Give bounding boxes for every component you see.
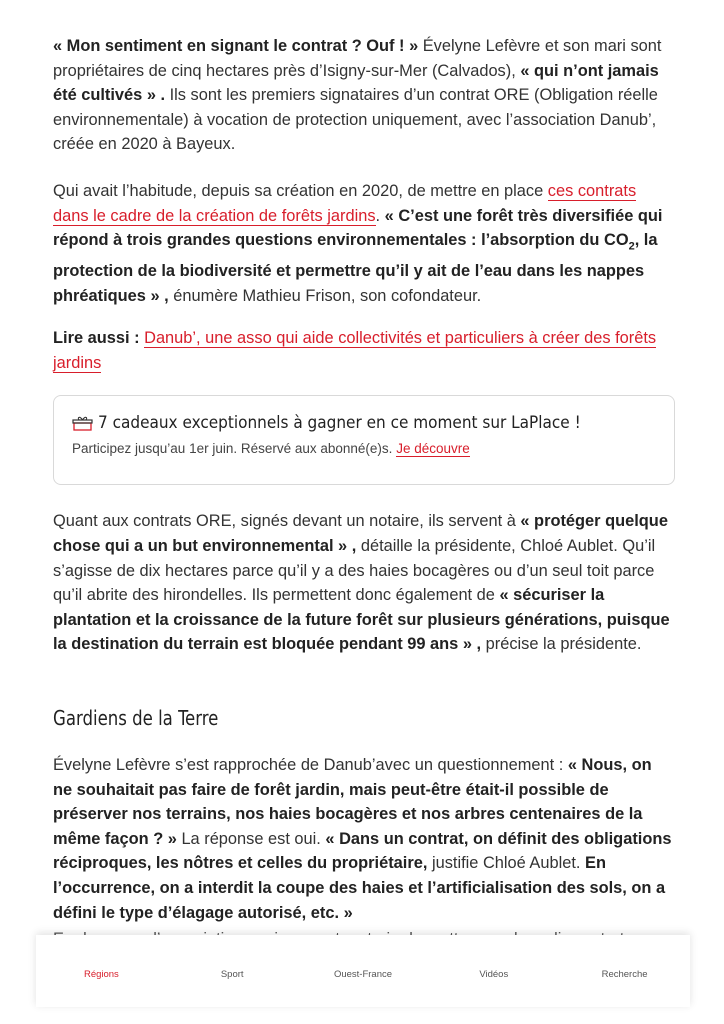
nav-item-ouest-france[interactable]: Ouest-France: [333, 968, 393, 980]
nav-item-regions[interactable]: Régions: [83, 968, 119, 980]
text: La réponse est oui.: [176, 829, 326, 848]
quote: « Nous, on ne souhaitait pas faire de forêt jardin, mais peut-être était-il possible de préserver nos terrains, nos haies bocagères et nos arbres centenaires de la même façon ? »: [53, 755, 652, 848]
paragraph-4: [53, 509, 675, 657]
promo-card[interactable]: [53, 395, 675, 485]
quote: « Mon sentiment en signant le contrat ? Ouf ! »: [53, 37, 419, 55]
inline-article-link[interactable]: ces contrats dans le cadre de la création de forêts jardins: [53, 181, 637, 225]
promo-subtitle: [72, 441, 656, 456]
paragraph-5: [53, 753, 675, 925]
text: détaille la présidente, Chloé Aublet. Qu’il s’agisse de dix hectares parce qu’il y a des haies bocagères ou d’un seul toit parce qu’il abrite des hirondelles. Ils permettent donc également de: [53, 537, 656, 605]
text: Ils sont les premiers signataires d’un contrat ORE (Obligation réelle environnementale) à vocation de protection uniquement, avec l’association Danub’, créée en 2020 à Bayeux.: [53, 86, 658, 154]
text: Évelyne Lefèvre s’est rapprochée de Danub’avec un questionnement :: [53, 755, 568, 774]
quote-text: « C’est une forêt très diversifiée qui répond à trois grandes questions environnementales : l’absorption du CO: [53, 206, 663, 250]
quote: « qui n’ont jamais été cultivés » .: [53, 61, 659, 105]
nav-item-search[interactable]: Recherche: [601, 968, 648, 980]
read-also-label: Lire aussi :: [53, 329, 140, 348]
nav-item-videos[interactable]: Vidéos: [479, 968, 509, 980]
promo-subtitle-text: Participez jusqu’au 1er juin. Réservé aux abonné(e)s.: [72, 441, 393, 457]
paragraph-2: [53, 179, 675, 308]
section-heading: Gardiens de la Terre: [53, 705, 219, 730]
text: Qui avait l’habitude, depuis sa création en 2020, de mettre en place: [53, 181, 548, 200]
text: .: [375, 206, 385, 225]
promo-discover-link[interactable]: Je découvre: [396, 441, 470, 457]
bottom-navigation: [36, 935, 690, 1007]
read-also: [53, 326, 675, 375]
nav-item-sport[interactable]: Sport: [220, 968, 244, 980]
gift-icon: [72, 414, 94, 432]
text: énumère Mathieu Frison, son cofondateur.: [168, 286, 482, 305]
promo-title: 7 cadeaux exceptionnels à gagner en ce moment sur LaPlace !: [98, 413, 581, 434]
promo-title-row: [72, 412, 656, 434]
text: justifie Chloé Aublet.: [427, 854, 586, 873]
text: Quant aux contrats ORE, signés devant un notaire, ils servent à: [53, 512, 521, 531]
text: précise la présidente.: [481, 635, 642, 654]
paragraph-1: [53, 34, 675, 157]
article-body: [53, 34, 675, 925]
read-also-link[interactable]: Danub’, une asso qui aide collectivités et particuliers à créer des forêts jardins: [53, 329, 657, 372]
text: Évelyne Lefèvre et son mari sont propriétaires de cinq hectares près d’Isigny-sur-Mer (Calvados),: [53, 37, 662, 80]
quote: « sécuriser la plantation et la croissance de la future forêt sur plusieurs générations, puisque la destination du terrain est bloquée pendant 99 ans » ,: [53, 586, 670, 654]
quote: « protéger quelque chose qui a un but environnemental » ,: [53, 512, 668, 555]
quote: « Dans un contrat, on définit des obligations réciproques, les nôtres et celles du propriétaire,: [53, 829, 672, 873]
subscript: 2: [628, 240, 635, 253]
quote: En l’occurrence, on a interdit la coupe des haies et l’artificialisation des sols, on a défini le type d’élagage autorisé, etc. »: [53, 854, 666, 922]
quote-text: , la protection de la biodiversité et permettre qu’il y ait de l’eau dans les nappes phréatiques » ,: [53, 231, 658, 305]
